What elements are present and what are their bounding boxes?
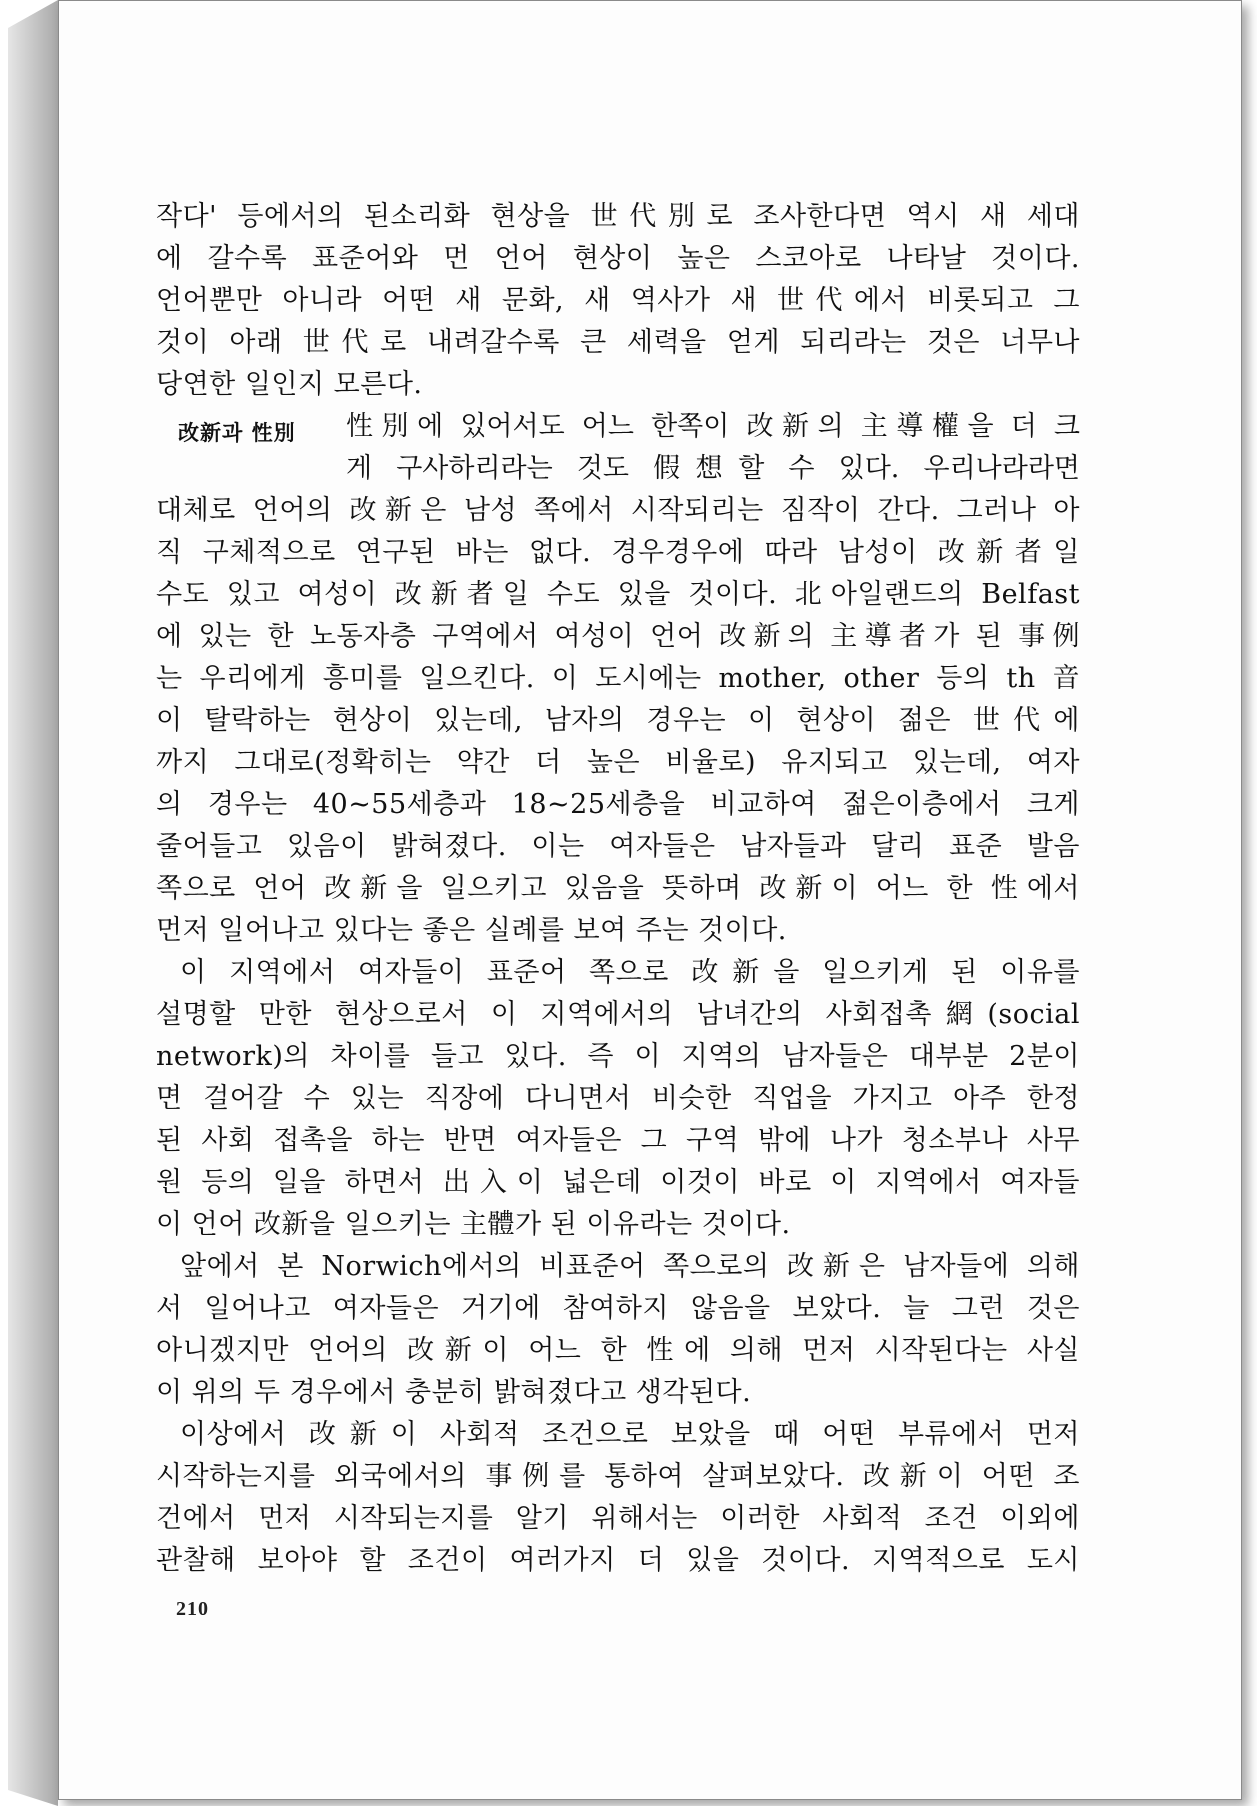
text-line: 에 있는 한 노동자층 구역에서 여성이 언어 改新의 主導者가 된 事例 (156, 621, 1080, 652)
text-line: 아니겠지만 언어의 改新이 어느 한 性에 의해 먼저 시작된다는 사실 (156, 1335, 1080, 1366)
text-line: 설명할 만한 현상으로서 이 지역에서의 남녀간의 사회접촉網(social (156, 999, 1080, 1030)
text-line: 먼저 일어나고 있다는 좋은 실례를 보여 주는 것이다. (156, 915, 787, 946)
text-line: 당연한 일인지 모른다. (156, 369, 423, 400)
text-line: 된 사회 접촉을 하는 반면 여자들은 그 구역 밖에 나가 청소부나 사무 (156, 1125, 1080, 1156)
text-line: 것이 아래 世代로 내려갈수록 큰 세력을 얻게 되리라는 것은 너무나 (156, 327, 1080, 358)
text-line: 서 일어나고 여자들은 거기에 참여하지 않음을 보았다. 늘 그런 것은 (156, 1293, 1080, 1324)
text-line: 의 경우는 40~55세층과 18~25세층을 비교하여 젊은이층에서 크게 (156, 789, 1080, 820)
text-line: 이 탈락하는 현상이 있는데, 남자의 경우는 이 현상이 젊은 世代에 (156, 705, 1080, 736)
text-line: network)의 차이를 들고 있다. 즉 이 지역의 남자들은 대부분 2분이 (156, 1041, 1080, 1072)
text-line: 직 구체적으로 연구된 바는 없다. 경우경우에 따라 남성이 改新者일 (156, 537, 1080, 568)
text-line: 작다' 등에서의 된소리화 현상을 世代別로 조사한다면 역시 새 세대 (156, 201, 1080, 232)
text-line: 면 걸어갈 수 있는 직장에 다니면서 비슷한 직업을 가지고 아주 한정 (156, 1083, 1080, 1114)
text-line: 에 갈수록 표준어와 먼 언어 현상이 높은 스코아로 나타날 것이다. (156, 243, 1080, 274)
page-number: 210 (176, 1598, 209, 1620)
text-line: 이상에서 改新이 사회적 조건으로 보았을 때 어떤 부류에서 먼저 (180, 1419, 1080, 1450)
text-line: 줄어들고 있음이 밝혀졌다. 이는 여자들은 남자들과 달리 표준 발음 (156, 831, 1080, 862)
side-heading: 改新과 性別 (178, 421, 296, 445)
text-line: 이 언어 改新을 일으키는 主體가 된 이유라는 것이다. (156, 1209, 791, 1240)
text-line: 쪽으로 언어 改新을 일으키고 있음을 뜻하며 改新이 어느 한 性에서 (156, 873, 1080, 904)
text-body (156, 196, 1080, 1582)
text-line: 까지 그대로(정확히는 약간 더 높은 비율로) 유지되고 있는데, 여자 (156, 747, 1080, 778)
text-line: 언어뿐만 아니라 어떤 새 문화, 새 역사가 새 世代에서 비롯되고 그 (156, 285, 1080, 316)
text-line: 대체로 언어의 改新은 남성 쪽에서 시작되리는 짐작이 간다. 그러나 아 (156, 495, 1080, 526)
side-heading-row (156, 406, 1080, 448)
text-line: 건에서 먼저 시작되는지를 알기 위해서는 이러한 사회적 조건 이외에 (156, 1503, 1080, 1534)
text-line: 수도 있고 여성이 改新者일 수도 있을 것이다. 北아일랜드의 Belfast (156, 579, 1080, 610)
text-line: 원 등의 일을 하면서 出入이 넓은데 이것이 바로 이 지역에서 여자들 (156, 1167, 1080, 1198)
book-spine (8, 0, 58, 1806)
text-line: 이 위의 두 경우에서 충분히 밝혀졌다고 생각된다. (156, 1377, 752, 1408)
text-line: 이 지역에서 여자들이 표준어 쪽으로 改新을 일으키게 된 이유를 (180, 957, 1080, 988)
text-line: 관찰해 보아야 할 조건이 여러가지 더 있을 것이다. 지역적으로 도시 (156, 1545, 1080, 1576)
text-line: 게 구사하리라는 것도 假想할 수 있다. 우리나라라면 (346, 453, 1080, 484)
text-line: 앞에서 본 Norwich에서의 비표준어 쪽으로의 改新은 남자들에 의해 (180, 1251, 1080, 1282)
text-line: 는 우리에게 흥미를 일으킨다. 이 도시에는 mother, other 등의 th 音 (156, 663, 1080, 694)
text-line: 시작하는지를 외국에서의 事例를 통하여 살펴보았다. 改新이 어떤 조 (156, 1461, 1080, 1492)
text-line: 性別에 있어서도 어느 한쪽이 改新의 主導權을 더 크 (346, 411, 1080, 442)
